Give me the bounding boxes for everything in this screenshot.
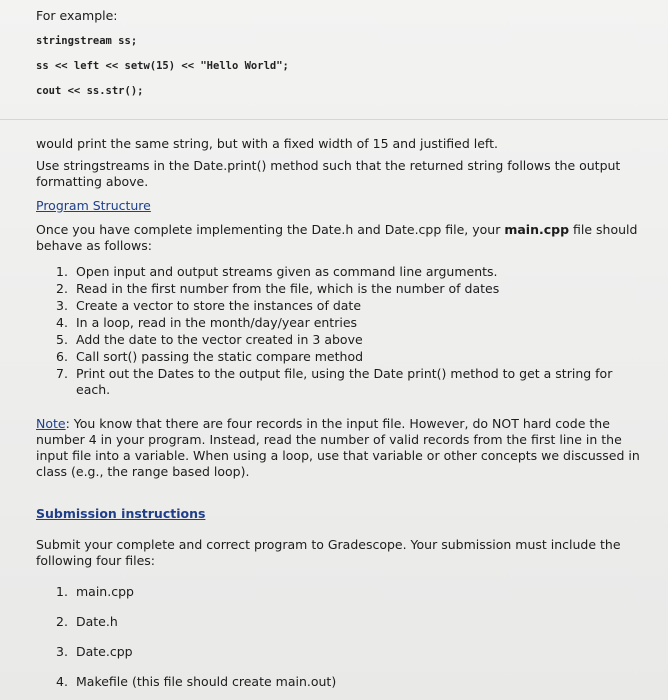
note-line-2: number 4 in your program. Instead, read the number of valid records from the first line in the [36,432,622,447]
file-item: 1. main.cpp [56,584,134,599]
paragraph-stringstreams-line-1: Use stringstreams in the Date.print() method such that the returned string follows the output [36,158,621,173]
step-item: 7. Print out the Dates to the output file, using the Date print() method to get a string for [56,366,613,381]
file-item: 3. Date.cpp [56,644,133,659]
program-structure-desc-line-1 [36,222,637,238]
paragraph-fixed-width: would print the same string, but with a fixed width of 15 and justified left. [36,136,498,151]
step-item: 3. Create a vector to store the instances of date [56,298,362,313]
desc-text-a: Once you have complete implementing the Date.h and Date.cpp file, your [36,222,505,237]
step-item: 4. In a loop, read in the month/day/year entries [56,315,358,330]
section-divider [0,119,668,120]
code-line-2: ss << left << setw(15) << "Hello World"; [36,60,289,72]
step-7-continuation: each. [76,382,111,397]
submission-line-1: Submit your complete and correct program to Gradescope. Your submission must include the [36,537,621,552]
step-item: 2. Read in the first number from the file, which is the number of dates [56,281,500,296]
paragraph-stringstreams-line-2: formatting above. [36,174,149,189]
file-item: 2. Date.h [56,614,118,629]
desc-text-b: file should [569,222,638,237]
code-line-3: cout << ss.str(); [36,85,144,97]
program-structure-title: Program Structure [36,198,151,213]
note-label: Note [36,416,66,431]
step-item: 5. Add the date to the vector created in 3 above [56,332,363,347]
note-line-4: class (e.g., the range based loop). [36,464,250,479]
submission-title: Submission instructions [36,506,206,521]
file-item: 4. Makefile (this file should create main.out) [56,674,337,689]
note-line-1: Note: You know that there are four records in the input file. However, do NOT hard code the [36,416,610,431]
step-item: 1. Open input and output streams given as command line arguments. [56,264,498,279]
step-item: 6. Call sort() passing the static compare method [56,349,364,364]
main-cpp-bold: main.cpp [504,222,570,237]
code-line-1: stringstream ss; [36,35,138,47]
program-structure-desc-line-2: behave as follows: [36,238,153,253]
submission-line-2: following four files: [36,553,156,568]
example-heading: For example: [36,8,118,23]
note-line-3: input file into a variable. When using a loop, use that variable or other concepts we discussed in [36,448,640,463]
